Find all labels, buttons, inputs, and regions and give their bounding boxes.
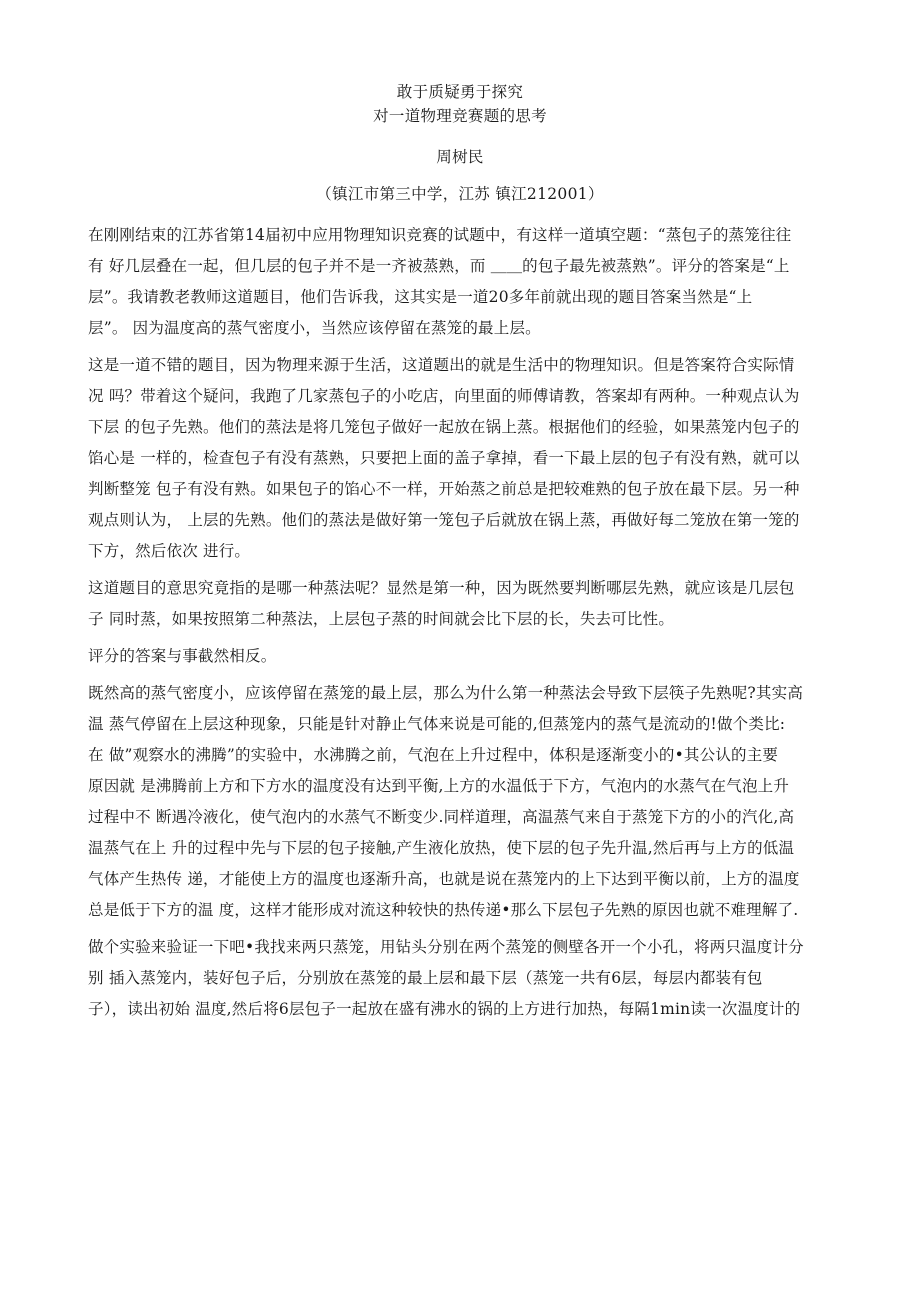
article-body: [88, 220, 838, 1031]
title-line-1: 敢于质疑勇于探究: [396, 83, 524, 101]
paragraph-line: 这道题目的意思究竟指的是哪一种蒸法呢？显然是第一种，因为既然要判断哪层先熟，就应该是几层包: [88, 579, 795, 597]
paragraph-line: 下层 的包子先熟。他们的蒸法是将几笼包子做好一起放在锅上蒸。根据他们的经验，如果蒸笼内包子的: [88, 418, 800, 436]
paragraph-line: 子 同时蒸，如果按照第二种蒸法，上层包子蒸的时间就会比下层的长，失去可比性。: [88, 610, 675, 628]
paragraph-line: 过程中不 断遇冷液化，使气泡内的水蒸气不断变少.同样道理，高温蒸气来自于蒸笼下方的小的汽化,高: [88, 808, 795, 826]
paragraph-line: 层”。我请教老教师这道题目，他们告诉我，这其实是一道20多年前就出现的题目答案当然是“上: [88, 288, 753, 306]
paragraph-line: 有 好几层叠在一起，但几层的包子并不是一齐被蒸熟，而 ＿＿的包子最先被蒸熟”。评分的答案是“上: [88, 257, 790, 275]
paragraph-line: 在刚刚结束的江苏省第14届初中应用物理知识竞赛的试题中，有这样一道填空题：“蒸包子的蒸笼往往: [88, 226, 792, 244]
body-paragraph: [88, 641, 838, 672]
paragraph-line: 在 做”观察水的沸腾”的实验中，水沸腾之前，气泡在上升过程中，体积是逐渐变小的•其公认的主要: [88, 746, 779, 764]
paragraph-line: 观点则认为， 上层的先熟。他们的蒸法是做好第一笼包子后就放在锅上蒸，再做好每二笼放在第一笼的: [88, 511, 800, 529]
paragraph-line: 别 插入蒸笼内，装好包子后，分别放在蒸笼的最上层和最下层（蒸笼一共有6层，每层内都装有包: [88, 969, 763, 987]
paragraph-line: 这是一道不错的题目，因为物理来源于生活，这道题出的就是生活中的物理知识。但是答案符合实际情: [88, 356, 795, 374]
paragraph-line: 判断整笼 包子有没有熟。如果包子的馅心不一样，开始蒸之前总是把较难熟的包子放在最下层。另一种: [88, 480, 800, 498]
body-paragraph: [88, 932, 838, 1025]
paragraph-line: 原因就 是沸腾前上方和下方水的温度没有达到平衡,上方的水温低于下方，气泡内的水蒸气在气泡上升: [88, 777, 790, 795]
author-name: 周树民: [436, 148, 484, 166]
body-paragraph: [88, 678, 838, 926]
title-line-2: 对一道物理竞赛题的思考: [373, 107, 547, 125]
paragraph-line: 馅心是 一样的，检查包子有没有蒸熟，只要把上面的盖子拿掉，看一下最上层的包子有没有熟，就可以: [88, 449, 800, 467]
paragraph-line: 下方，然后依次 进行。: [88, 542, 251, 560]
body-paragraph: [88, 220, 838, 344]
paragraph-line: 子），读出初始 温度,然后将6层包子一起放在盛有沸水的锅的上方进行加热，每隔1min读一次温度计的: [88, 1000, 801, 1018]
paragraph-line: 层”。 因为温度高的蒸气密度小，当然应该停留在蒸笼的最上层。: [88, 319, 541, 337]
author-affiliation: （镇江市第三中学，江苏 镇江212001）: [316, 185, 604, 203]
paragraph-line: 温蒸气在上 升的过程中先与下层的包子接触,产生液化放热，使下层的包子先升温,然后再与上方的低温: [88, 839, 795, 857]
paragraph-line: 评分的答案与事截然相反。: [88, 647, 277, 665]
paragraph-line: 气体产生热传 递，才能使上方的温度也逐渐升高，也就是说在蒸笼内的上下达到平衡以前，上方的温度: [88, 870, 800, 888]
paragraph-line: 做个实验来验证一下吧•我找来两只蒸笼，用钻头分别在两个蒸笼的侧壁各开一个小孔，将两只温度计分: [88, 938, 804, 956]
body-paragraph: [88, 573, 838, 635]
paragraph-line: 况 吗？带着这个疑问，我跑了几家蒸包子的小吃店，向里面的师傅请教，答案却有两种。一种观点认为: [88, 387, 800, 405]
paragraph-line: 既然高的蒸气密度小，应该停留在蒸笼的最上层，那么为什么第一种蒸法会导致下层筷子先熟呢?其实高: [88, 684, 804, 702]
body-paragraph: [88, 350, 838, 567]
paragraph-line: 总是低于下方的温 度，这样才能形成对流这种较快的热传递•那么下层包子先熟的原因也就不难理解了.: [88, 901, 799, 919]
paragraph-line: 温 蒸气停留在上层这种现象，只能是针对静止气体来说是可能的,但蒸笼内的蒸气是流动的!做个类比:: [88, 715, 786, 733]
